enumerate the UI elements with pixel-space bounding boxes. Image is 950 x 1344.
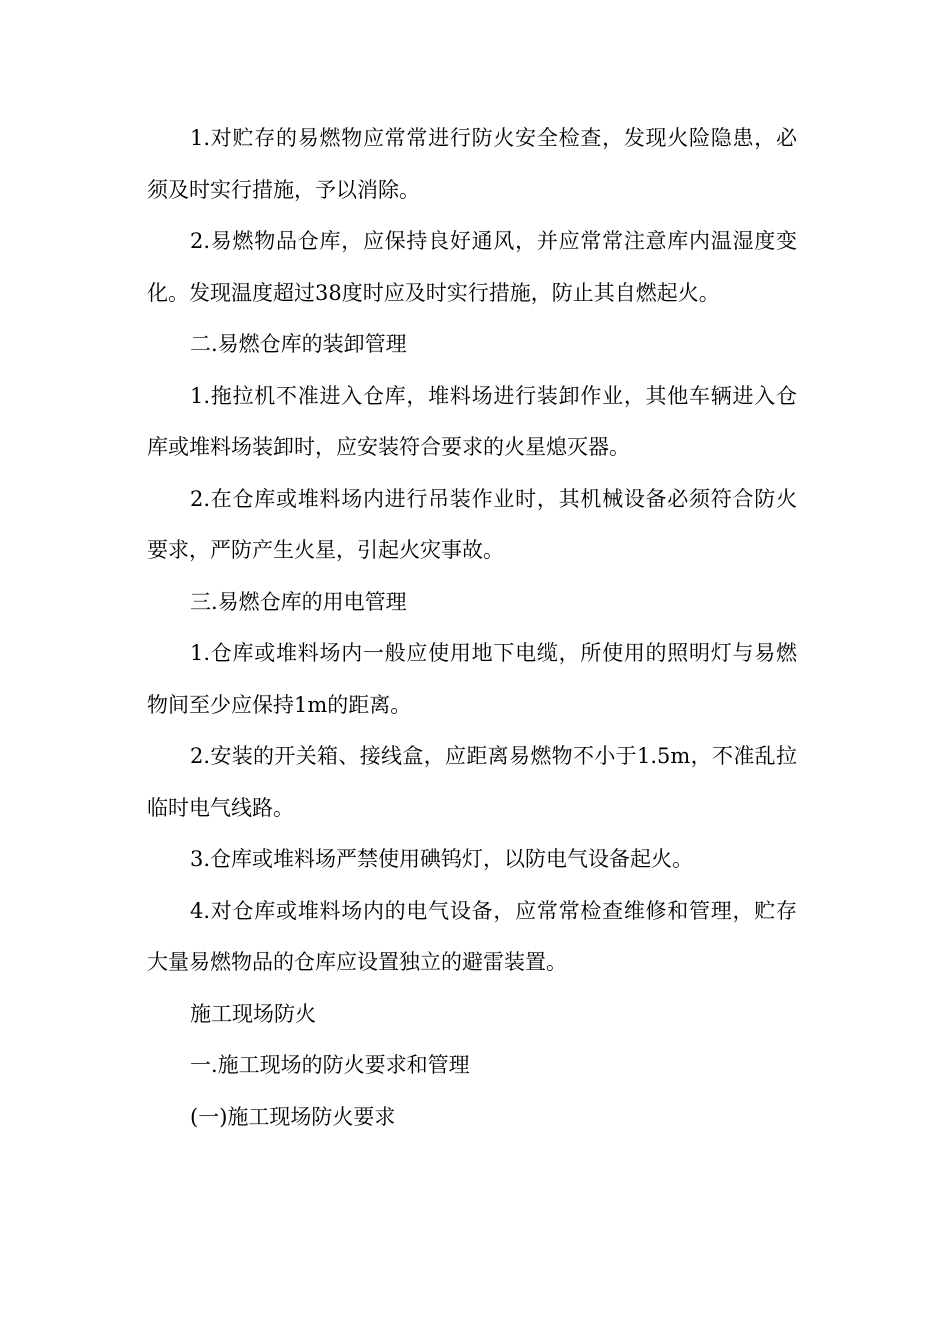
paragraph-hoisting-rule: 2.在仓库或堆料场内进行吊装作业时，其机械设备必须符合防火要求，严防产生火星，引起火灾事故。 — [147, 486, 797, 562]
heading-site-requirements: (一)施工现场防火要求 — [190, 1104, 396, 1129]
paragraph-underground-cable: 1.仓库或堆料场内一般应使用地下电缆，所使用的照明灯与易燃物间至少应保持1m的距离。 — [147, 641, 797, 717]
paragraph-warehouse-ventilation: 2.易燃物品仓库，应保持良好通风，并应常常注意库内温湿度变化。发现温度超过38度时应及时实行措施，防止其自燃起火。 — [147, 229, 797, 305]
paragraph-iodine-tungsten-lamp: 3.仓库或堆料场严禁使用碘钨灯，以防电气设备起火。 — [190, 847, 694, 871]
heading-site-requirements-management: 一.施工现场的防火要求和管理 — [190, 1053, 470, 1077]
paragraph-tractor-rule: 1.拖拉机不准进入仓库，堆料场进行装卸作业，其他车辆进入仓库或堆料场装卸时，应安装符合要求的火星熄灭器。 — [147, 383, 797, 459]
heading-site-fire-prevention: 施工现场防火 — [190, 1001, 316, 1026]
heading-electricity-management: 三.易燃仓库的用电管理 — [190, 589, 407, 614]
heading-loading-management: 二.易燃仓库的装卸管理 — [190, 332, 407, 356]
paragraph-electrical-maintenance: 4.对仓库或堆料场内的电气设备，应常常检查维修和管理，贮存大量易燃物品的仓库应设置独立的避雷装置。 — [147, 898, 797, 974]
paragraph-storage-inspection: 1.对贮存的易燃物应常常进行防火安全检查，发现火险隐患，必须及时实行措施，予以消除。 — [147, 126, 797, 202]
paragraph-switch-box: 2.安装的开关箱、接线盒，应距离易燃物不小于1.5m，不准乱拉临时电气线路。 — [147, 744, 797, 820]
document-body — [147, 113, 797, 1143]
